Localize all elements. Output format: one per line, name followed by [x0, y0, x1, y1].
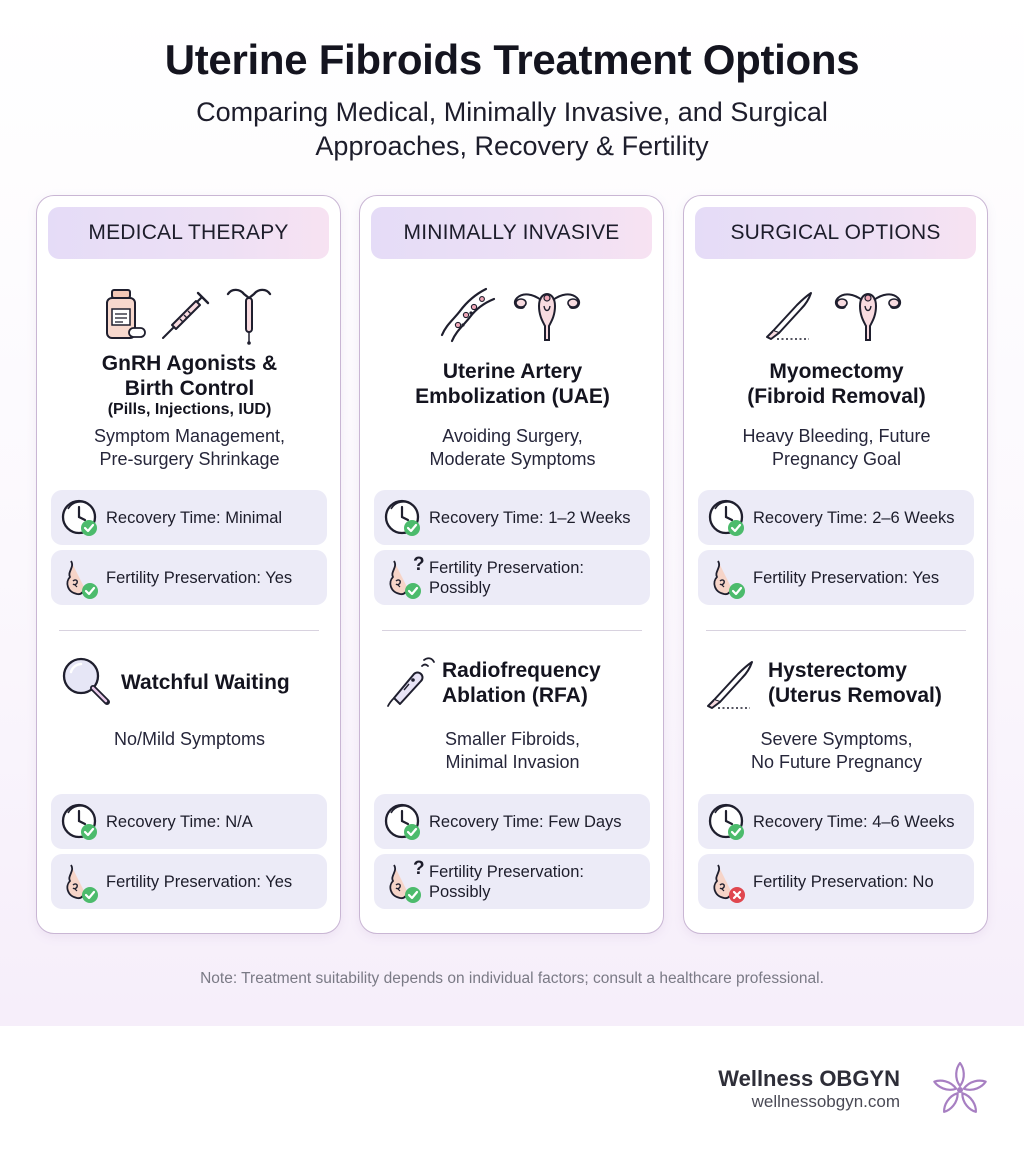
treatment-name-line-1: Radiofrequency	[442, 659, 601, 682]
page-title: Uterine Fibroids Treatment Options	[164, 36, 860, 83]
recovery-time-pill	[698, 794, 974, 849]
fertility-line-2: Possibly	[429, 578, 491, 597]
brand-url: wellnessobgyn.com	[751, 1092, 900, 1111]
description-line-2: Pregnancy Goal	[771, 449, 902, 469]
card-header: MINIMALLY INVASIVE	[371, 207, 652, 259]
clock-check-icon	[706, 497, 752, 541]
scalpel-icon	[704, 654, 758, 712]
recovery-time-text: Recovery Time: N/A	[106, 812, 253, 831]
fertility-pill	[51, 550, 327, 605]
treatment-description	[370, 728, 655, 774]
treatment-name: Watchful Waiting	[121, 671, 290, 694]
magnifier-icon	[59, 654, 113, 708]
treatment-icons	[684, 284, 987, 344]
fertility-pill	[374, 854, 650, 909]
treatment-name-line-2: Birth Control	[124, 377, 255, 400]
treatment-name-line-2: (Uterus Removal)	[768, 684, 942, 707]
card-minimally-invasive	[359, 195, 664, 934]
iud-icon	[224, 284, 274, 346]
subtitle-line-2: Approaches, Recovery & Fertility	[315, 131, 709, 161]
treatment-name	[442, 658, 652, 708]
description-line-1: Severe Symptoms,	[760, 729, 913, 749]
clock-check-icon	[706, 801, 752, 845]
disclaimer-note: Note: Treatment suitability depends on individual factors; consult a healthcare professional.	[200, 970, 824, 987]
recovery-time-pill	[51, 490, 327, 545]
clock-check-icon	[382, 497, 428, 541]
card-medical-therapy	[36, 195, 341, 934]
recovery-time-text: Recovery Time: Minimal	[106, 508, 283, 527]
section-divider	[706, 630, 966, 631]
description-line-1: Heavy Bleeding, Future	[742, 426, 931, 446]
rfa-probe-icon	[380, 652, 436, 712]
treatment-name-line-1: Myomectomy	[769, 360, 904, 383]
treatment-name-line-2: Embolization (UAE)	[415, 385, 610, 408]
fertility-pill	[374, 550, 650, 605]
description-line-1: Symptom Management,	[93, 426, 286, 446]
card-header: SURGICAL OPTIONS	[695, 207, 976, 259]
recovery-time-text: Recovery Time: 4–6 Weeks	[753, 812, 955, 831]
treatment-name-line-2: (Fibroid Removal)	[747, 385, 926, 408]
treatment-name	[768, 658, 978, 708]
treatment-name-line-2: Ablation (RFA)	[442, 684, 588, 707]
flower-logo-icon	[930, 1060, 990, 1120]
description-line-2: Pre-surgery Shrinkage	[99, 449, 280, 469]
treatment-name-line-1: Hysterectomy	[768, 659, 907, 682]
fertility-text: Fertility Preservation: Yes	[106, 872, 293, 891]
treatment-name-line-1: Uterine Artery	[442, 360, 583, 383]
treatment-subtitle: (Pills, Injections, IUD)	[107, 401, 272, 418]
card-surgical-options	[683, 195, 988, 934]
treatment-name	[370, 359, 655, 409]
fertility-line-2: Possibly	[429, 882, 491, 901]
recovery-time-text: Recovery Time: Few Days	[429, 812, 622, 831]
fertility-pill	[51, 854, 327, 909]
description-line-2: No Future Pregnancy	[750, 752, 923, 772]
treatment-icons	[37, 284, 340, 346]
subtitle-line-1: Comparing Medical, Minimally Invasive, and Surgical	[196, 97, 828, 127]
treatment-name-line-1: GnRH Agonists &	[101, 352, 278, 375]
fertility-line-1: Fertility Preservation:	[429, 862, 584, 881]
treatment-description	[694, 425, 979, 471]
treatment-description	[370, 425, 655, 471]
treatment-name	[47, 351, 332, 401]
scalpel-icon	[763, 285, 817, 343]
treatment-description: No/Mild Symptoms	[113, 729, 266, 749]
fertility-check-icon	[59, 557, 105, 601]
brand-name: Wellness OBGYN	[718, 1066, 900, 1091]
fertility-text: Fertility Preservation: Yes	[753, 568, 940, 587]
treatment-description	[694, 728, 979, 774]
recovery-time-text: Recovery Time: 1–2 Weeks	[429, 508, 631, 527]
treatment-description	[47, 425, 332, 471]
section-divider	[382, 630, 642, 631]
description-line-2: Minimal Invasion	[445, 752, 580, 772]
uterus-icon	[507, 284, 587, 344]
recovery-time-pill	[374, 794, 650, 849]
recovery-time-pill	[51, 794, 327, 849]
fertility-text: Fertility Preservation: No	[753, 872, 934, 891]
treatment-name	[694, 359, 979, 409]
fertility-pill	[698, 854, 974, 909]
fertility-check-icon	[706, 557, 752, 601]
fertility-line-1: Fertility Preservation:	[429, 558, 584, 577]
fertility-text	[429, 854, 647, 909]
description-line-1: Smaller Fibroids,	[444, 729, 581, 749]
description-line-1: Avoiding Surgery,	[442, 426, 583, 446]
recovery-time-pill	[374, 490, 650, 545]
treatment-icons	[360, 284, 663, 344]
fertility-text	[429, 550, 647, 605]
question-mark: ?	[413, 554, 425, 575]
fertility-pill	[698, 550, 974, 605]
recovery-time-text: Recovery Time: 2–6 Weeks	[753, 508, 955, 527]
pill-bottle-icon	[103, 287, 147, 343]
clock-check-icon	[382, 801, 428, 845]
clock-check-icon	[59, 801, 105, 845]
artery-icon	[436, 285, 496, 343]
fertility-cross-icon	[706, 861, 752, 905]
question-mark: ?	[413, 858, 425, 879]
card-header: MEDICAL THERAPY	[48, 207, 329, 259]
clock-check-icon	[59, 497, 105, 541]
fertility-text: Fertility Preservation: Yes	[106, 568, 293, 587]
fertility-check-icon	[59, 861, 105, 905]
section-divider	[59, 630, 319, 631]
description-line-2: Moderate Symptoms	[429, 449, 596, 469]
recovery-time-pill	[698, 490, 974, 545]
page-subtitle	[162, 95, 862, 163]
uterus-icon	[828, 284, 908, 344]
syringe-icon	[158, 287, 214, 343]
